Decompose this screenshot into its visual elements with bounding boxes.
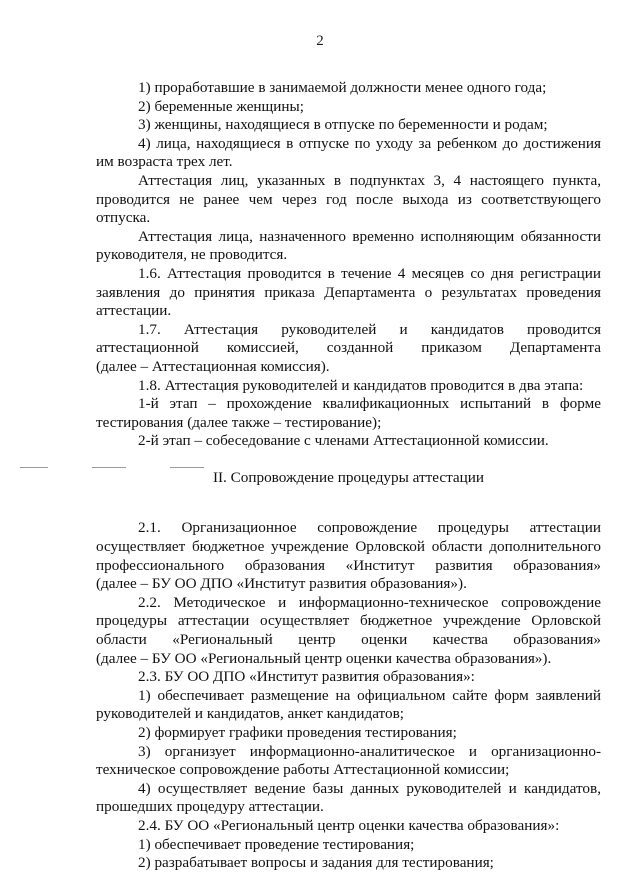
paragraph: 1.7. Аттестация руководителей и кандидатов проводится аттестационной комиссией, созданной приказом Департамента [96,320,601,357]
paragraph: 1.6. Аттестация проводится в течение 4 месяцев со дня регистрации заявления до принятия приказа Департамента о результатах проведения аттестации. [96,264,601,320]
paragraph: 3) организует информационно-аналитическое и организационно-техническое сопровождение работы Аттестационной комиссии; [96,742,601,779]
paragraph: (далее – Аттестационная комиссия). [96,357,330,375]
paragraph: 1-й этап – прохождение квалификационных испытаний в форме тестирования (далее также – тестирование); [96,395,601,431]
paragraph: Аттестация лиц, указанных в подпунктах 3, 4 настоящего пункта, проводится не ранее чем через год после выхода из соответствующего отпуска. [96,171,601,227]
paragraph: Аттестация лица, назначенного временно исполняющим обязанности руководителя, не проводится. [96,227,601,264]
paragraph: (далее – БУ ОО «Региональный центр оценки качества образования»). [96,649,552,667]
section-heading: II. Сопровождение процедуры аттестации [212,468,485,486]
paragraph: 2-й этап – собеседование с членами Аттестационной комиссии. [138,432,549,450]
page-number: 2 [316,33,324,49]
paragraph: 3) женщины, находящиеся в отпуске по беременности и родам; [138,116,548,134]
paragraph: 1) обеспечивает проведение тестирования; [138,835,415,853]
paragraph: 2.1. Организационное сопровождение процедуры аттестации осуществляет бюджетное учреждение Орловской области дополнительного профессионального образования «Институт развития образования» [96,519,601,574]
paragraph: 2) разрабатывает вопросы и задания для тестирования; [138,854,494,872]
paragraph: 4) лица, находящиеся в отпуске по уходу за ребенком до достижения им возраста трех лет. [96,134,601,171]
paragraph: 1.8. Аттестация руководителей и кандидатов проводится в два этапа: [138,376,584,394]
paragraph: 4) осуществляет ведение базы данных руководителей и кандидатов, прошедших процедуру аттестации. [96,779,601,816]
paragraph: 1) обеспечивает размещение на официальном сайте форм заявлений руководителей и кандидатов, анкет кандидатов; [96,686,601,723]
paragraph: 2) беременные женщины; [138,97,304,115]
scan-artifact-line [20,467,48,468]
paragraph: 2) формирует графики проведения тестирования; [138,724,457,741]
paragraph: 2.3. БУ ОО ДПО «Институт развития образования»: [138,668,475,686]
paragraph: 2.4. БУ ОО «Региональный центр оценки качества образования»: [138,816,560,834]
paragraph: (далее – БУ ОО ДПО «Институт развития образования»). [96,575,467,593]
paragraph: 2.2. Методическое и информационно-техническое сопровождение процедуры аттестации осуществляет бюджетное учреждение Орловской области «Региональный центр оценки качества образования» [96,593,601,649]
paragraph: 1) проработавшие в занимаемой должности менее одного года; [138,79,547,96]
document-body [96,79,601,873]
